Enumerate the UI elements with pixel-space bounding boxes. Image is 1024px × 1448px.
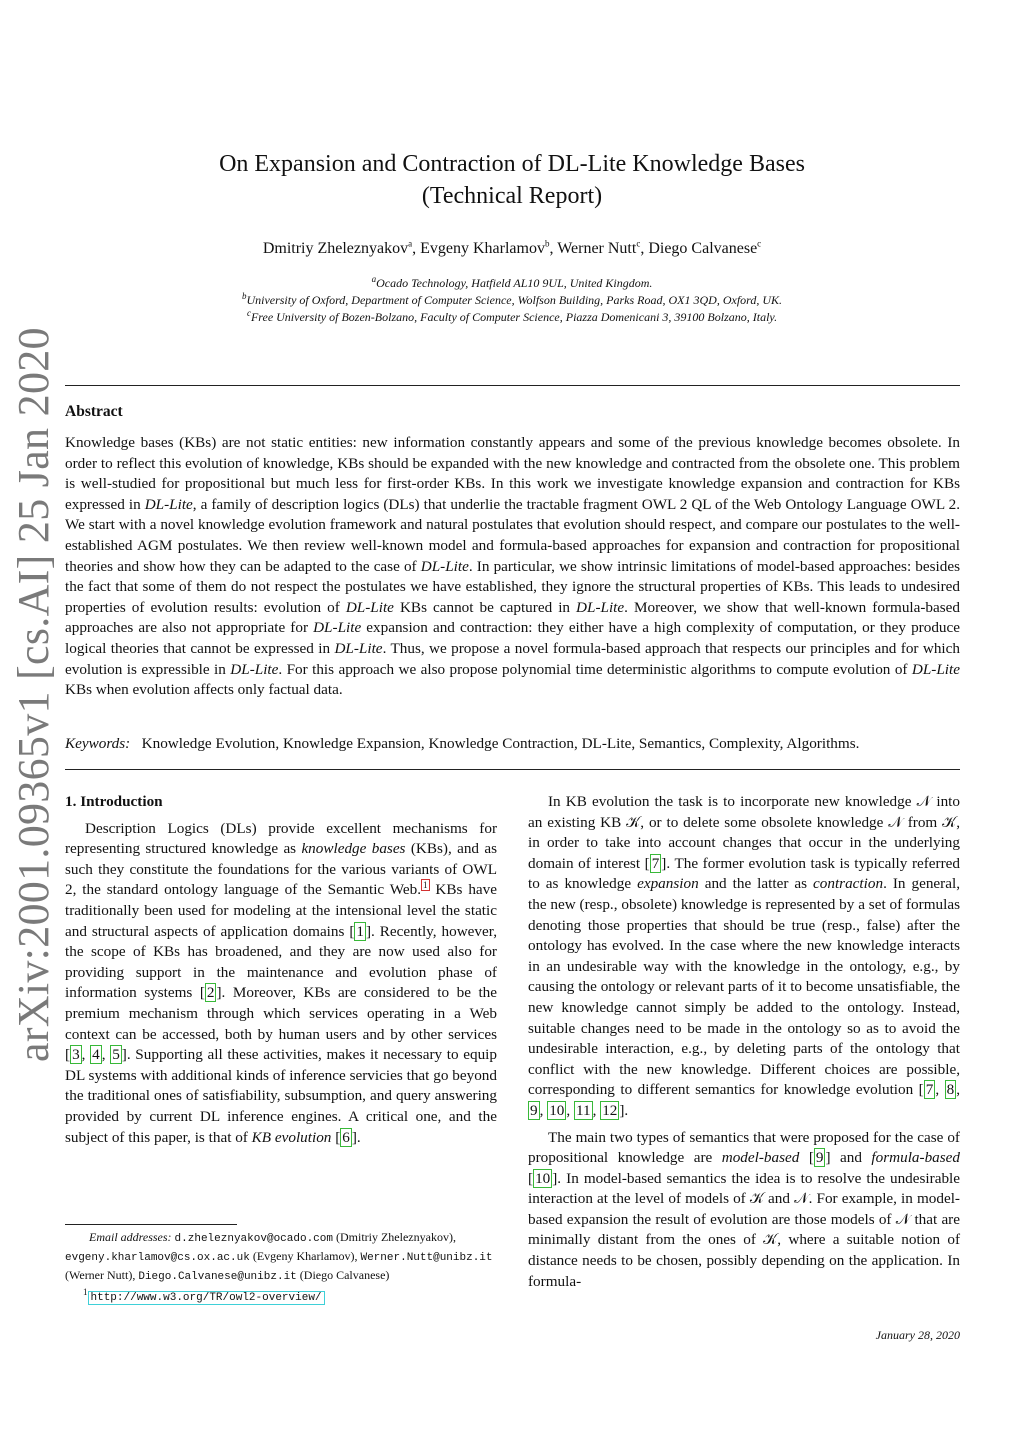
abstract-dl-term: DL-Lite [345,598,394,616]
author-list: Dmitriy Zheleznyakov$^a$, Evgeny Kharlamov$^b$, Werner Nutt$^c$, Diego Calvanese$^c$ [262,238,762,257]
abstract-segment: Knowledge bases (KBs) are not static entities: new information constantly appears and some of the previous knowledge becomes obsolete. In order to reflect this evolution of knowledge, KBs should be expanded with the new knowledge and contracted from the obsolete one. This problem is well-studied for propositional but much less for first-order KBs. In this work we investigate knowledge expansion and contraction for KBs expressed in [65,434,960,513]
footnote-rule [65,1224,237,1225]
text-run: [ [528,1169,534,1187]
abstract-dl-term: DL-Lite [334,639,383,657]
affiliation [100,292,924,309]
math-symbol: 𝒦 [942,813,957,831]
abstract-segment: KBs when evolution affects only factual data. [65,681,343,699]
author-name: Dmitriy Zheleznyakov [262,240,409,257]
footnote-url-link[interactable]: http://www.w3.org/TR/owl2-overview/ [88,1291,325,1305]
email-owner: (Evgeny Kharlamov), [249,1249,358,1263]
citation-link[interactable]: 9 [530,1101,538,1119]
text-run: ]. Supporting all these activities, makes it necessary to equip DL systems with additional kinds of inference servicies that go beyond the traditional ones of satisfiability, subsumption, and query answering provided by current DL inference engines. A critical one, and the subject of this paper, is that of [65,1046,497,1146]
intro-paragraph-3 [528,1128,960,1293]
affiliation [100,275,924,292]
author-affil-mark: b [544,238,550,249]
citation-link[interactable]: 12 [602,1101,618,1119]
text-run: The main two types of semantics that were proposed for the case of propositional knowledge are [528,1128,960,1167]
keywords-line [65,734,965,754]
citation-link[interactable]: 2 [206,984,215,1002]
abstract-bottom-rule [65,769,960,770]
text-run: . In general, the new (resp., obsolete) knowledge is represented by a set of formulas denoting those properties that should be true (resp., false) after the ontology has evolved. In the case where the new knowledge interacts in an undesirable way with the knowledge in the ontology, e.g., by causing the ontology or relevant parts of it to become unsatisfiable, the new knowledge cannot simply be added to the ontology. Instead, suitable changes need to be made in the ontology so as to avoid the undesirable interaction, e.g., by deleting parts of the ontology that conflict with the new knowledge. Different choices are possible, corresponding to different semantics for knowledge evolution [ [528,875,960,1099]
abstract-segment: . Moreover, we show that well-known formula-based approaches are also not appropriate for [65,598,961,637]
email-link[interactable]: d.zheleznyakov@ocado.com [174,1233,333,1245]
citation-link[interactable]: 11 [575,1101,591,1119]
text-run: , where a suitable notion of distance needs to be chosen, possibly depending on the application. In formula- [528,1231,961,1290]
footnote-link[interactable]: 1 [423,880,428,891]
math-symbol: 𝒦 [763,1231,778,1249]
affiliation-list [100,275,924,326]
text-run: that are minimally distant from the ones of [528,1210,960,1249]
citation-link[interactable]: 1 [356,922,364,940]
text-run: , or to delete some obsolete knowledge [640,813,889,831]
affiliation [100,309,924,326]
math-symbol: 𝒩 [895,1210,911,1228]
citation-link[interactable]: 7 [925,1081,934,1099]
affiliation-mark: b [241,291,247,301]
text-run: and the latter as [698,875,814,893]
abstract-dl-term: DL-Lite [576,598,625,616]
email-label: Email addresses: [89,1230,172,1244]
abstract-segment: . Thus, we propose a novel formula-based approach that respects our principles and for which evolution is expressible in [65,639,960,678]
abstract-segment: . In particular, we show intrinsic limitations of model-based approaches: besides the fact that some of them do not respect the postulates we have established, they ignore the structural properties of KBs. This leads to undesired properties of evolution results: evolution of [65,557,960,616]
abstract-dl-term: DL-Lite [230,660,279,678]
abstract-segment: KBs cannot be captured in [393,598,577,616]
abstract-dl-term: DL-Lite [420,557,469,575]
text-run: KBs have traditionally been used for modeling at the intensional level the static and structural aspects of application domains [ [65,881,497,940]
affiliation-text: University of Oxford, Department of Computer Science, Wolfson Building, Parks Road, OX1 3QD, Oxford, UK. [246,293,783,307]
text-run: and [763,1190,795,1208]
text-run: ]. The former evolution task is typically referred to as knowledge [528,854,960,893]
abstract-dl-term: DL-Lite [144,495,193,513]
emphasis: KB evolution [251,1128,332,1146]
citation-link[interactable]: 7 [651,854,660,872]
email-owner: (Diego Calvanese) [296,1268,390,1282]
citation-link[interactable]: 10 [535,1169,551,1187]
math-symbol: 𝒩 [888,813,903,831]
title-line-1: On Expansion and Contraction of DL-Lite Knowledge Bases [219,151,805,177]
abstract-top-rule [65,385,960,386]
citation-link[interactable]: 5 [112,1046,120,1064]
keywords-text: Knowledge Evolution, Knowledge Expansion, Knowledge Contraction, DL-Lite, Semantics, Complexity, Algorithms. [141,735,860,752]
email-footnote [65,1229,497,1286]
page-date: January 28, 2020 [875,1328,960,1342]
affiliation-mark: c [246,308,251,318]
text-run: ]. [619,1101,629,1119]
affiliation-text: Free University of Bozen-Bolzano, Faculty of Computer Science, Piazza Domenicani 3, 39100 Bolzano, Italy. [250,310,778,324]
emphasis: contraction [813,875,884,893]
email-link[interactable]: evgeny.kharlamov@cs.ox.ac.uk [65,1252,250,1264]
footnotes [65,1229,497,1307]
author-affil-mark: c [757,238,762,249]
email-owner: (Dmitriy Zheleznyakov), [332,1230,456,1244]
right-column [528,792,960,1292]
footnote-1 [65,1288,497,1307]
abstract-segment: expansion and contraction: they either have a high complexity of computation, or they produce logical theories that cannot be expressed in [65,619,960,657]
citation-link[interactable]: 4 [92,1046,100,1064]
email-owner: (Werner Nutt), [65,1268,139,1282]
emphasis: knowledge bases [301,840,406,858]
abstract-dl-term: DL-Lite [313,619,362,637]
left-column [65,792,497,1148]
citation-link[interactable]: 10 [549,1101,565,1119]
text-run: ]. In model-based semantics the idea is to resolve the undesirable interaction at the level of models of [528,1169,960,1208]
emphasis: expansion [637,875,699,893]
title-line-2: (Technical Report) [421,183,603,209]
abstract-dl-term: DL-Lite [911,660,960,678]
citation-link[interactable]: 6 [342,1128,350,1146]
math-symbol: 𝒩 [794,1190,809,1208]
intro-paragraph-1: Description Logics (DLs) provide excellent mechanisms for representing structured knowledge as knowledge bases (KBs), and as such they constitute the foundations for the various variants of OWL 2, the standard ontology language of the Semantic Web. $^1$ KBs have traditionally been used for modeling at the intensional level the static and structural aspects of application domains [ 1 ]. Recently, however, the scope of KBs has broadened, and they are now used also for providing support in the maintenance and evolution phase of information systems [ 2 ]. Moreover, KBs are considered to be the premium mechanism through which services operating in a Web context can be accessed, both by human users and by other services [ 3 , 4 , 5 ]. Supporting all these activities, makes it necessary to equip DL systems with additional kinds of inference servicies that go beyond the traditional ones of satisfiability, subsumption, and query answering provided by current DL inference engines. A critical one, and the subject of this paper, is that of KB evolution [ 6 ]. [65,819,498,1146]
abstract-segment: . For this approach we also propose polynomial time deterministic algorithms to compute evolution of [278,660,912,678]
text-run: [ [331,1128,341,1146]
abstract-text [65,433,960,701]
section-heading-introduction: 1. Introduction [65,793,163,810]
citation-link[interactable]: 8 [946,1081,955,1099]
text-run: [ [799,1149,814,1167]
math-symbol: 𝒩 [916,793,932,810]
emphasis: formula-based [871,1149,960,1167]
author-name: Evgeny Kharlamov [420,240,545,257]
affiliation-text: Ocado Technology, Hatfield AL10 9UL, United Kingdom. [376,276,653,290]
email-link[interactable]: Diego.Calvanese@unibz.it [138,1271,297,1283]
author-affil-mark: c [636,238,641,249]
keywords-label: Keywords: [65,735,131,752]
affiliation-mark: a [371,274,377,284]
text-run: from [902,813,943,831]
text-run: into an existing KB [528,793,960,831]
author-affil-mark: a [408,238,413,249]
arxiv-stamp: arXiv:2001.09365v1 [cs.AI] 25 Jan 2020 [9,327,58,1062]
email-link[interactable]: Werner.Nutt@unibz.it [360,1252,493,1264]
text-run: In KB evolution the task is to incorporate new knowledge [548,793,917,810]
text-run: Description Logics (DLs) provide excellent mechanisms for representing structured knowledge as [65,819,497,858]
text-run: ] and [825,1149,872,1167]
intro-paragraph-2: In KB evolution the task is to incorporate new knowledge 𝒩 into an existing KB 𝒦, or to delete some obsolete knowledge 𝒩 from 𝒦, in order to take into account changes that occur in the underlying domain of interest [ 7 ]. The former evolution task is typically referred to as knowledge expansion and the latter as contraction. In general, the new (resp., obsolete) knowledge is represented by a set of formulas denoting those properties that should be true (resp., false) after the ontology has evolved. In the case where the new knowledge interacts in an undesirable way with the knowledge in the ontology, e.g., by causing the ontology or relevant parts of it to become unsatisfiable, the new knowledge cannot simply be added to the ontology. Instead, suitable changes need to be made in the ontology so as to avoid the undesirable interaction, e.g., by deleting parts of the ontology that conflict with the new knowledge. Different choices are possible, corresponding to different semantics for knowledge evolution [ 7 , 8 , 9 , 10 , 11 , 12 ]. [528,793,961,1119]
text-run: (KBs), and as such they constitute the foundations for the various variants of OWL 2, the standard ontology language of the Semantic Web. [65,840,497,899]
footnote-mark: 1 [83,1287,88,1297]
text-run: , in order to take into account changes that occur in the underlying domain of interest [ [528,813,961,872]
abstract-segment: , a family of description logics (DLs) that underlie the tractable fragment OWL 2 QL of the Web Ontology Language OWL 2. We start with a novel knowledge evolution framework and natural postulates that evolution should respect, and compare our postulates to the well-established AGM postulates. We then review well-known model and formula-based approaches for expansion and contraction for propositional theories and show how they can be adapted to the case of [65,495,960,575]
text-run: ]. [351,1128,361,1146]
author-name: Werner Nutt [557,240,637,257]
emphasis: model-based [721,1149,800,1167]
text-run: . For example, in model-based expansion the result of evolution are those models of [528,1190,960,1228]
math-symbol: 𝒦 [749,1190,764,1208]
paper-title [120,148,904,212]
text-run: ]. Moreover, KBs are considered to be the premium mechanism through which services operating in a Web context can be accessed, both by human users and by other services [ [65,984,498,1064]
citation-link[interactable]: 3 [72,1046,80,1064]
math-symbol: 𝒦 [626,813,641,831]
abstract-heading: Abstract [65,403,123,420]
text-run: ]. Recently, however, the scope of KBs has broadened, and they are now used also for providing support in the maintenance and evolution phase of information systems [ [65,922,497,1002]
citation-link[interactable]: 9 [815,1149,824,1167]
author-name: Diego Calvanese [648,240,758,257]
